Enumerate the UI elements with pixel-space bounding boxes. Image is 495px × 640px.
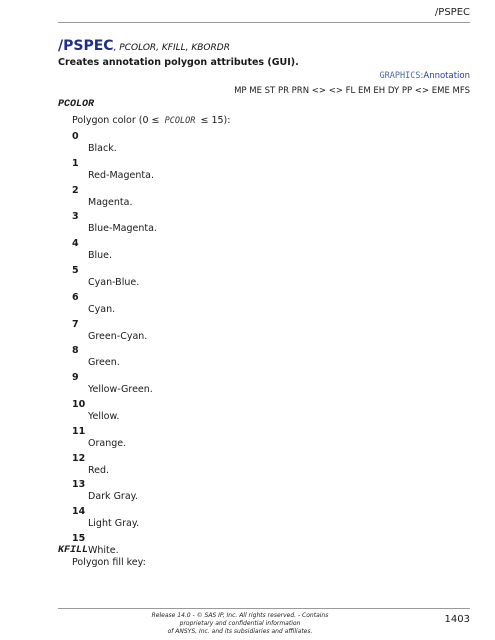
option-label: Blue. xyxy=(88,250,113,262)
option-label: Black. xyxy=(88,143,117,154)
option-label: Cyan-Blue. xyxy=(88,277,140,288)
category-name-link[interactable]: Annotation xyxy=(423,71,470,81)
option-label: Red. xyxy=(88,464,110,476)
product-codes: MP ME ST PR PRN <> <> FL EM EH DY PP <> EME MFS xyxy=(234,86,470,96)
option-number: 3 xyxy=(72,211,79,223)
option-number: 0 xyxy=(72,131,79,142)
option-number: 10 xyxy=(72,399,86,410)
option-label: Dark Gray. xyxy=(88,491,138,503)
header-rule xyxy=(58,22,470,23)
option-number: 4 xyxy=(72,238,79,250)
footer-copyright xyxy=(140,612,340,636)
option-number: 14 xyxy=(72,506,86,518)
arg-kfill-name: KFILL xyxy=(58,545,89,556)
option-label: Light Gray. xyxy=(88,518,140,530)
command-args: , PCOLOR, KFILL, KBORDR xyxy=(113,43,230,53)
pcolor-desc-pre: Polygon color (0 xyxy=(72,115,152,126)
le-symbol: ≤ xyxy=(151,115,160,126)
option-number: 9 xyxy=(72,372,79,384)
option-label: Blue-Magenta. xyxy=(88,223,157,235)
arg-kfill-desc: Polygon fill key: xyxy=(72,557,146,568)
category-separator: : xyxy=(420,71,424,81)
option-number: 5 xyxy=(72,265,79,276)
option-label: Orange. xyxy=(88,437,127,449)
command-signature xyxy=(58,38,230,54)
command-description: Creates annotation polygon attributes (GUI). xyxy=(58,57,299,68)
option-number: 2 xyxy=(72,184,79,196)
le-symbol: ≤ xyxy=(200,115,209,126)
option-number: 15 xyxy=(72,533,86,544)
option-number: 12 xyxy=(72,452,86,464)
option-number: 1 xyxy=(72,157,79,169)
option-label: Yellow-Green. xyxy=(88,384,153,396)
option-label: Yellow. xyxy=(88,411,120,422)
page-number: 1403 xyxy=(444,614,470,625)
pcolor-desc-mono: PCOLOR xyxy=(159,116,201,126)
arg-pcolor-name: PCOLOR xyxy=(58,99,95,110)
option-label: Cyan. xyxy=(88,303,116,315)
footer-line-1: Release 14.0 - © SAS IP, Inc. All rights reserved. - Contains proprietary and confidential information xyxy=(151,612,329,627)
option-number: 7 xyxy=(72,318,79,330)
option-number: 13 xyxy=(72,479,86,491)
footer-rule xyxy=(58,608,470,609)
category-group-link[interactable]: GRAPHICS xyxy=(379,71,421,81)
option-label: Magenta. xyxy=(88,196,133,208)
option-number: 8 xyxy=(72,345,79,357)
category-line xyxy=(380,71,470,81)
pcolor-desc-post: 15): xyxy=(208,115,231,126)
command-name[interactable]: /PSPEC xyxy=(58,38,114,54)
footer-line-2: of ANSYS, Inc. and its subsidiaries and affiliates. xyxy=(167,628,313,635)
option-label: Green. xyxy=(88,357,120,369)
option-label: Green-Cyan. xyxy=(88,330,148,342)
option-number: 6 xyxy=(72,291,79,303)
option-label: White. xyxy=(88,545,119,556)
option-label: Red-Magenta. xyxy=(88,169,154,181)
arg-pcolor-desc xyxy=(72,115,230,126)
option-number: 11 xyxy=(72,425,86,437)
running-title: /PSPEC xyxy=(434,7,470,18)
